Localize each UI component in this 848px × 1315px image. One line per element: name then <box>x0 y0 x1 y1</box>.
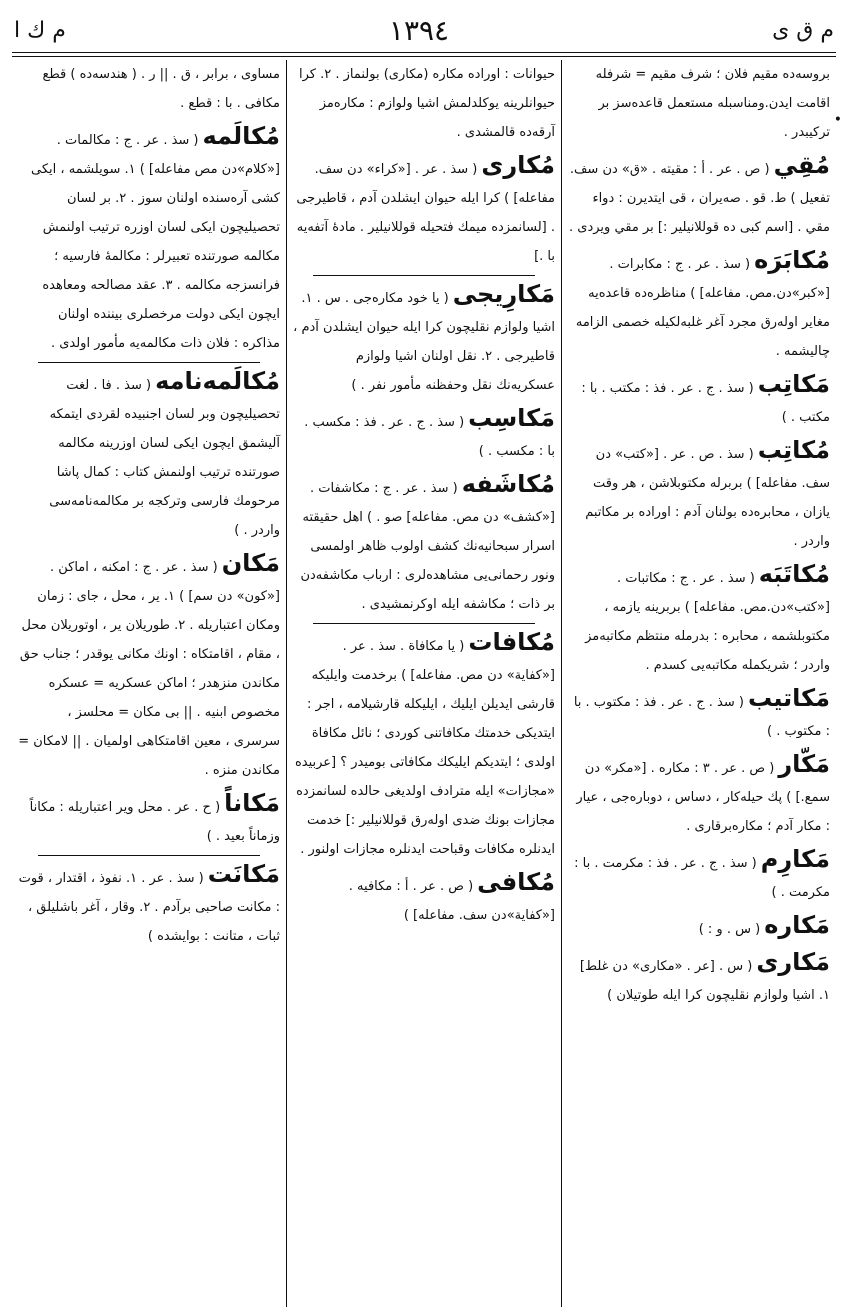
entry-headword: مُقِي <box>773 151 830 179</box>
column-middle <box>287 60 562 1307</box>
entry-definition: مساوى ، برابر ، ق . || ر . ( هندسه‌ده ) قطع مكافى . با : قطع . <box>42 67 280 111</box>
entry-definition: ( سذ . عر . ١. نفوذ ، اقتدار ، قوت : مكانت صاحبى برآدم . ٢. وقار ، آغر باشليلق ، ثبات ، متانت : بوايشده ) <box>18 871 280 944</box>
entry-headword: مَكاسِب <box>468 404 555 432</box>
dictionary-entry <box>18 789 280 851</box>
dictionary-entry <box>18 549 280 785</box>
entry-headword: مَكان <box>221 549 280 577</box>
entry-definition: ( سذ . ص . عر . [«كتب» دن سف. مفاعله] ) بربرله مكتوبلاشن ، هر وقت يازان ، محابره‌ده بولنان آدم : اوراده بر مكاتبم واردر . <box>585 447 830 549</box>
columns <box>12 60 836 1307</box>
header-left-guide: م ك ا <box>14 17 66 43</box>
entry-headword: مُكابَرَه <box>754 246 830 274</box>
entry-headword: مَكّار <box>778 750 830 778</box>
dictionary-entry <box>568 948 830 1010</box>
entry-headword: مُكالَمه‌نامه <box>155 367 280 395</box>
entry-definition: ( ص . عر . ٣ : مكاره . [«مكر» دن سمع.] ) پك حيله‌كار ، دساس ، دوباره‌جى ، عيار : مكار آدم ؛ مكاره‌برقارى . <box>576 761 830 834</box>
entry-headword: مَكاره <box>764 911 830 939</box>
dictionary-entry <box>568 911 830 944</box>
dictionary-entry <box>18 122 280 358</box>
entry-headword: مُكاشَفه <box>461 470 555 498</box>
entry-headword: مَكارى <box>756 948 830 976</box>
dictionary-entry <box>568 684 830 746</box>
dictionary-entry <box>568 370 830 432</box>
entry-headword: مَكاناً <box>224 789 280 817</box>
entry-separator <box>38 855 260 856</box>
dictionary-entry <box>568 436 830 556</box>
entry-headword: مُكافى <box>477 868 555 896</box>
entry-headword: مُكارى <box>481 151 555 179</box>
entry-headword: مَكانَت <box>207 860 280 888</box>
page-header <box>14 10 834 50</box>
entry-definition: ( سذ . ج . عر . فذ : مكتب . با : مكتب . ) <box>581 381 830 425</box>
header-right-guide: م ق ى <box>772 17 834 43</box>
entry-definition: ( سذ . عر . ج : مكابرات . [«كبر»دن.مص. مفاعله] ) مناظره‌ده قاعده‌يه مغاير اوله‌رق مجرد آغر غلبه‌لكيله خصمى الزامه چاليشمه . <box>575 257 830 359</box>
header-rule <box>12 52 836 57</box>
entry-separator <box>313 623 535 624</box>
entry-separator <box>38 362 260 363</box>
entry-definition: ( يا مكافاة . سذ . عر . [«كفاية» دن مص. مفاعله] ) برخدمت وايليكه قارشى ايديلن ايليك ، ايليكله قارشيلامه ، اجر : ايتديكى خدمتك مكافاتنى كوردى ؛ نائل مكافاة اولدى ؛ ايتديكم ايليكك مكافاتى بوميدر ؟ [عربيده «مجازات» ايله مترادف اولديغى حالده لسانمزده مجازات بونك ضدى اوله‌رق قوللانيلير :] خدمت ايدنلره مكافات وقباحت ايدنلره مجازات اولنور . <box>294 639 555 857</box>
entry-separator <box>313 275 535 276</box>
entry-headword: مَكاتِب <box>757 370 830 398</box>
entry-headword: مَكارِيجى <box>452 280 555 308</box>
entry-headword: مُكالَمه <box>202 122 280 150</box>
entry-definition: ( ح . عر . محل وير اعتباريله : مكاناً وزماناً بعيد . ) <box>29 800 280 844</box>
entry-definition: ( س . [عر . «مكارى» دن غلط] ١. اشيا ولوازم نقليچون كرا ايله طوتيلان ) <box>579 959 830 1003</box>
dictionary-entry <box>568 560 830 680</box>
dictionary-entry <box>568 750 830 841</box>
entry-headword: مَكارِم <box>760 845 830 873</box>
entry-definition: ( سذ . عر . ج : مكاشفات . [«كشف» دن مص. مفاعله] صو . ) اهل حقيقته اسرار سبحانيه‌نك كشف اولوب ظاهر اولمسى ونور رحمانى‌يى مشاهده‌لرى : ارباب مكاشفه‌دن بر ذات ؛ مكاشفه ايله اوكرنمشيدى . <box>300 481 555 612</box>
entry-definition: ( يا خود مكاره‌جى . س . ١. اشيا ولوازم نقليچون كرا ايله حيوان ايشلدن آدم ، قاطيرجى . ٢. نقل اولنان اشيا ولوازم عسكريه‌نك نقل وحفظنه مأمور نفر . ) <box>293 291 555 393</box>
dictionary-entry <box>568 60 830 147</box>
dictionary-entry <box>293 280 555 400</box>
dictionary-entry <box>568 151 830 242</box>
dictionary-entry <box>293 404 555 466</box>
entry-definition: ( سذ . عر . ج : مكالمات . [«كلام»دن مص مفاعله] ) ١. سويلشمه ، ايكى كشى آره‌سنده اولنان سوز . ٢. بر لسان تحصيليچون ايكى لسان اوزره ترتيب اولنمش مكالمه صورتنده تعبيرلر : مكالمهٔ فارسيه ؛ فرانسزجه مكالمه . ٣. عقد مصالحه ومعاهده ايچون ايكى دولت مرخصلرى بيننده اولنان مذاكره : فلان ذات مكالمه‌يه مأمور اولدى . <box>31 133 280 351</box>
dictionary-entry <box>568 246 830 366</box>
dictionary-entry <box>568 845 830 907</box>
entry-definition: ( سذ . ج . عر . فذ : مكتوب . با : مكتوب . ) <box>573 695 830 739</box>
dictionary-entry <box>293 151 555 271</box>
column-left <box>12 60 287 1307</box>
entry-headword: مُكاتِب <box>757 436 830 464</box>
entry-definition: ( سذ . ج . عر . فذ : مكرمت . با : مكرمت . ) <box>574 856 830 900</box>
entry-headword: مَكاتيب <box>747 684 830 712</box>
margin-mark: • <box>833 112 842 128</box>
dictionary-entry <box>293 628 555 864</box>
entry-definition: حيوانات : اوراده مكاره (مكارى) بولنماز . ٢. كرا حيوانلرينه يوكلدلمش اشيا ولوازم : مكاره‌مز آرقه‌ده قالمشدى . <box>298 67 555 140</box>
entry-definition: ( سذ . فا . لغت تحصيليچون وبر لسان اجنبيده لقردى ايتمكه آليشمق ايچون ايكى لسان اوزرينه مكالمه صورتنده ترتيب اولنمش كتاب : كمال پاشا مرحومك فارسى وتركجه بر مكالمه‌نامه‌سى واردر . ) <box>49 378 280 538</box>
entry-definition: ( سذ . عر . [«كراء» دن سف. مفاعله] ) كرا ايله حيوان ايشلدن آدم ، قاطيرجى . [لسانمزده ميمك فتحيله قوللانيلير . مادهٔ آتفه‌يه با .] <box>296 162 555 264</box>
dictionary-entry <box>293 868 555 930</box>
entry-definition: ( س . و : ) <box>698 922 761 937</box>
dictionary-entry <box>18 60 280 118</box>
dictionary-entry <box>18 860 280 951</box>
entry-definition: ( سذ . عر . ج : مكاتبات . [«كتب»دن.مص. مفاعله] ) بربرينه يازمه ، مكتوبلشمه ، محابره : بدرمله منتظم مكاتبه‌مز واردر ؛ شريكمله مكاتبه‌يى كسدم . <box>585 571 830 673</box>
entry-definition: بروسه‌ده مقيم فلان ؛ شرف مقيم = شرفله اقامت ايدن.ومناسبله مستعمل قاعده‌سز بر تركيبدر . <box>595 67 830 140</box>
entry-definition: ( ص . عر . أ : مكافيه . [«كفاية»دن سف. مفاعله] ) <box>348 879 555 923</box>
entry-definition: ( سذ . ج . عر . فذ : مكسب . با : مكسب . ) <box>304 415 555 459</box>
dictionary-entry <box>18 367 280 545</box>
dictionary-entry <box>293 60 555 147</box>
entry-headword: مُكافات <box>468 628 555 656</box>
dictionary-entry <box>293 470 555 619</box>
entry-definition: ( ص . عر . أ : مقيته . «ق» دن سف. تفعيل ) ط. قو . صه‌يران ، قى ايتديرن : دواء مقي . [اسم كبى ده قوللانيلير :] بر مقي ويردى . <box>569 162 830 235</box>
column-right <box>562 60 836 1307</box>
entry-definition: ( سذ . عر . ج : امكنه ، اماكن . [«كون» دن سم] ) ١. ير ، محل ، جاى : زمان ومكان اعتباريله . ٢. طوريلان ير ، اوتوريلان محل ، مقام ، اقامتكاه : اونك مكانى يوقدر ؛ جناب حق مكاندن منزهدر ؛ اماكن عسكريه = عسكره مخصوص ابنيه . || بى مكان = محلسز ، سرسرى ، معين اقامتكاهى اولميان . || لامكان = مكاندن منزه . <box>18 560 280 778</box>
entry-headword: مُكاتَبَه <box>758 560 830 588</box>
page-number: ١٣٩٤ <box>388 13 450 47</box>
